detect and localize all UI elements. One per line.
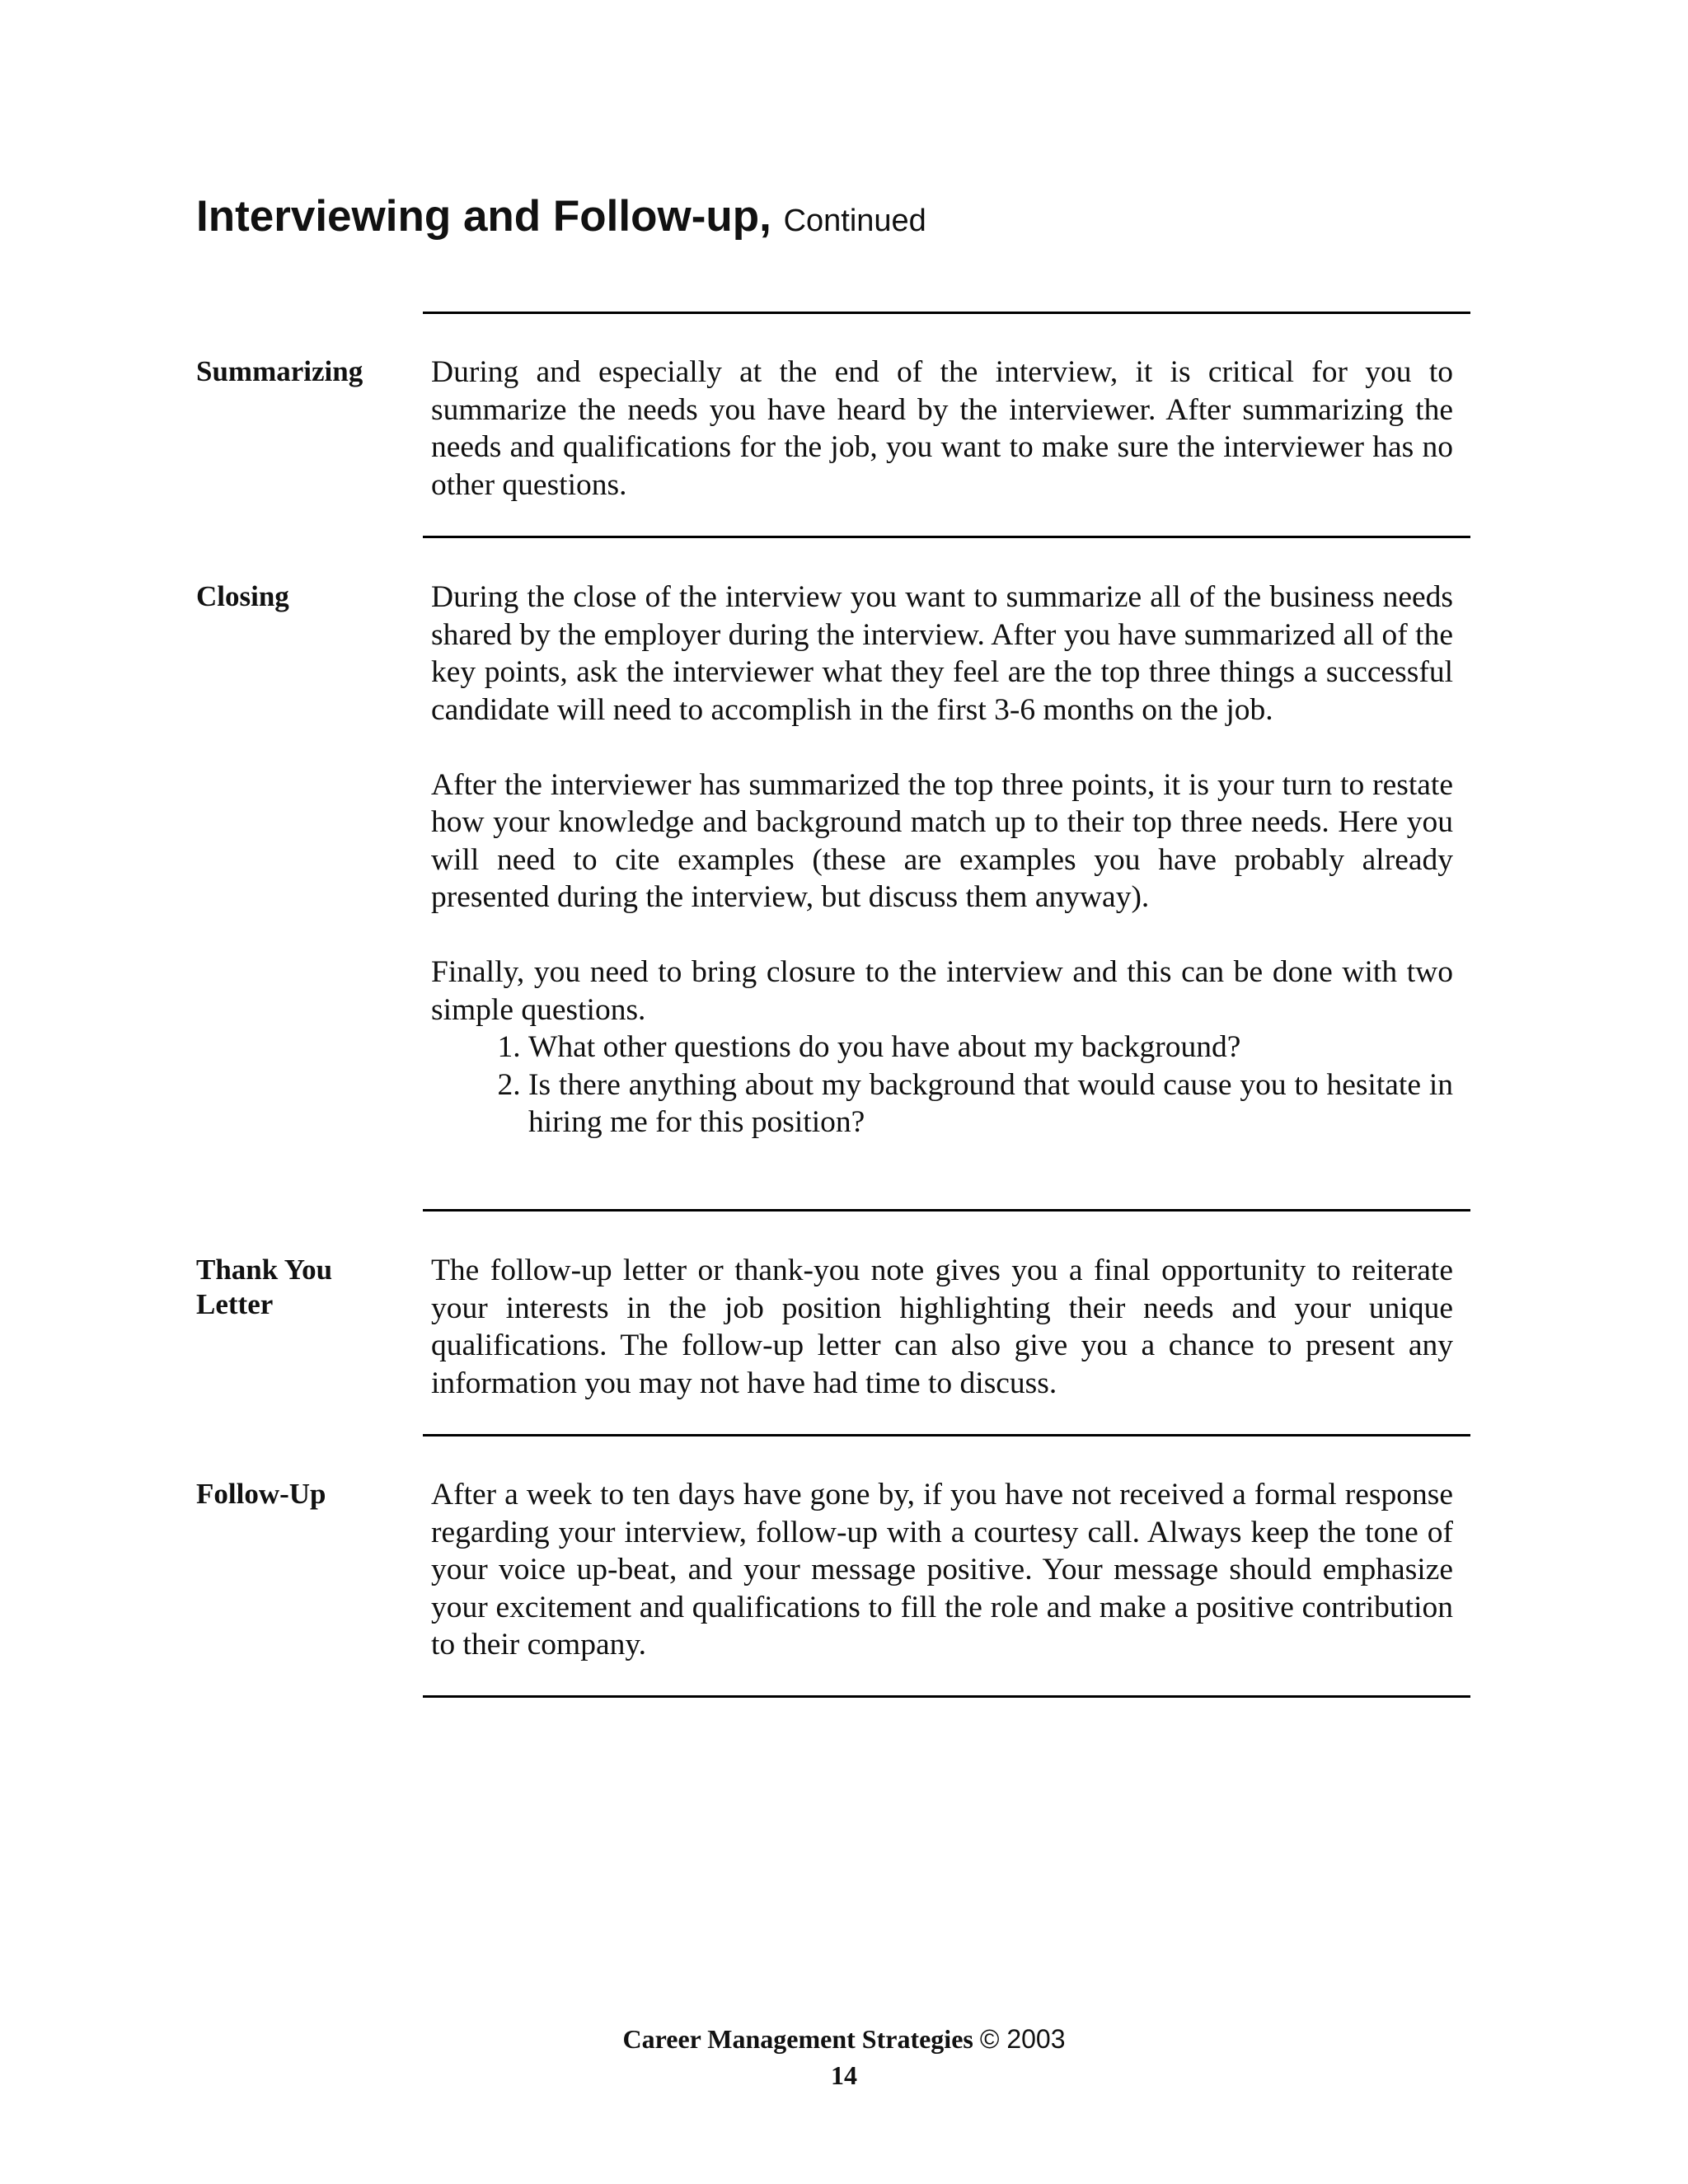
paragraph: After a week to ten days have gone by, if you have not received a formal response regarding your interview, follow-up with a courtesy call. Always keep the tone of your voice up-beat, and your message positive. Your message should emphasize your excitement and qualifications to fill the role and make a positive contribution to their company. <box>431 1478 1453 1661</box>
section-divider <box>423 1209 1470 1212</box>
section-label-follow-up: Follow-Up <box>196 1478 326 1510</box>
list-item: 2. Is there anything about my background that would cause you to hesitate in hiring me for this position? <box>528 1066 1453 1141</box>
footer-publisher-line <box>0 2021 1688 2057</box>
section-body-summarizing <box>431 354 1453 504</box>
section-divider <box>423 312 1470 314</box>
section-divider <box>423 1695 1470 1698</box>
page-footer <box>0 2021 1688 2093</box>
paragraph: The follow-up letter or thank-you note gives you a final opportunity to reiterate your interests in the job position highlighting their needs and your unique qualifications. The follow-up letter can also give you a chance to present any information you may not have had time to discuss. <box>431 1254 1453 1400</box>
section-divider <box>423 1434 1470 1436</box>
paragraph: During the close of the interview you want to summarize all of the business needs shared by the employer during the interview. After you have summarized all of the key points, ask the interviewer what they feel are the top three things a successful candidate will need to accomplish in the first 3-6 months on the job. <box>431 580 1453 727</box>
section-body-thank-you-letter <box>431 1252 1453 1402</box>
footer-copyright: © 2003 <box>979 2024 1066 2054</box>
list-item: 1. What other questions do you have about my background? <box>528 1029 1453 1066</box>
section-label-summarizing: Summarizing <box>196 355 363 387</box>
section-divider <box>423 536 1470 538</box>
paragraph: Finally, you need to bring closure to the interview and this can be done with two simple questions. <box>431 955 1453 1027</box>
paragraph: After the interviewer has summarized the top three points, it is your turn to restate how your knowledge and background match up to their top three needs. Here you will need to cite examples (these are examples you have probably already presented during the interview, but discuss them anyway). <box>431 767 1453 914</box>
page-title <box>196 192 926 241</box>
section-body-closing <box>431 579 1453 1141</box>
page-title-continued: Continued <box>783 204 926 238</box>
section-label-closing: Closing <box>196 580 289 612</box>
paragraph: During and especially at the end of the interview, it is critical for you to summarize the needs you have heard by the interviewer. After summarizing the needs and qualifications for the job, you want to make sure the interviewer has no other questions. <box>431 355 1453 502</box>
page-title-main: Interviewing and Follow-up, <box>196 192 771 241</box>
section-label-thank-you-letter: Thank You Letter <box>196 1254 333 1320</box>
footer-publisher: Career Management Strategies <box>622 2024 973 2054</box>
page-number: 14 <box>831 2060 857 2090</box>
closing-questions-list <box>431 1029 1453 1141</box>
section-body-follow-up <box>431 1476 1453 1664</box>
